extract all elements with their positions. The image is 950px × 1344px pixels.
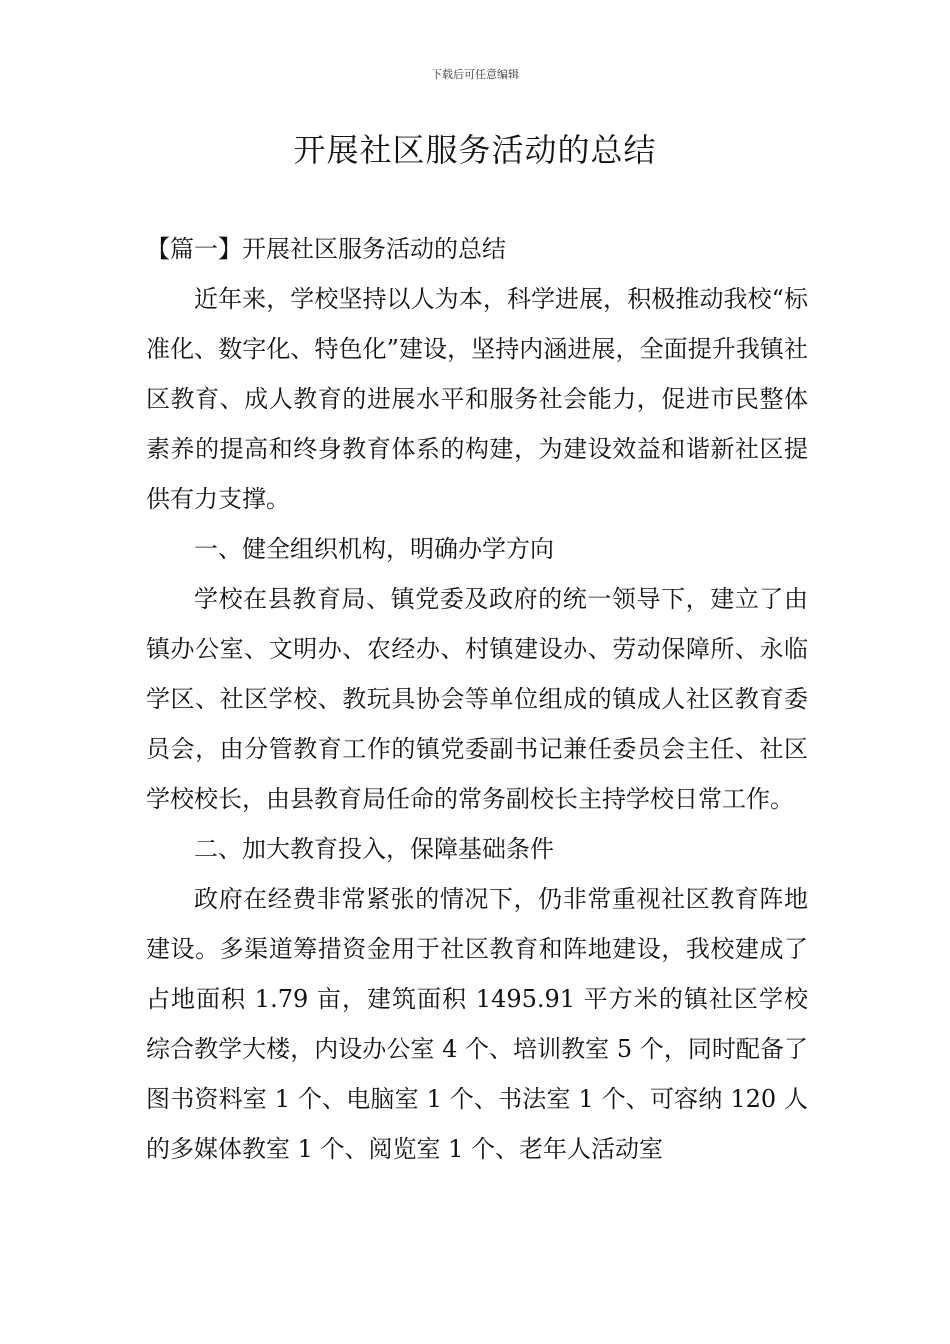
subheading-investment: 二、加大教育投入，保障基础条件 (194, 835, 554, 863)
document-body (146, 224, 808, 1174)
section-heading: 【篇一】开展社区服务活动的总结 (146, 235, 506, 263)
paragraph-organization: 学校在县教育局、镇党委及政府的统一领导下，建立了由镇办公室、文明办、农经办、村镇建设办、劳动保障所、永临学区、社区学校、教玩具协会等单位组成的镇成人社区教育委员会，由分管教育工作的镇党委副书记兼任委员会主任、社区学校校长，由县教育局任命的常务副校长主持学校日常工作。 (146, 585, 808, 813)
header-note: 下载后可任意编辑 (431, 68, 519, 81)
document-title: 开展社区服务活动的总结 (293, 131, 657, 169)
paragraph-intro: 近年来，学校坚持以人为本，科学进展，积极推动我校“标准化、数字化、特色化”建设，坚持内涵进展，全面提升我镇社区教育、成人教育的进展水平和服务社会能力，促进市民整体素养的提高和终身教育体系的构建，为建设效益和谐新社区提供有力支撑。 (146, 285, 808, 513)
paragraph-investment: 政府在经费非常紧张的情况下，仍非常重视社区教育阵地建设。多渠道筹措资金用于社区教育和阵地建设，我校建成了占地面积 1.79 亩，建筑面积 1495.91 平方米的镇社区学校综合教学大楼，内设办公室 4 个、培训教室 5 个，同时配备了图书资料室 1 个、电脑室 1 个、书法室 1 个、可容纳 120 人的多媒体教室 1 个、阅览室 1 个、老年人活动室 (146, 885, 808, 1163)
subheading-organization: 一、健全组织机构，明确办学方向 (194, 535, 554, 563)
